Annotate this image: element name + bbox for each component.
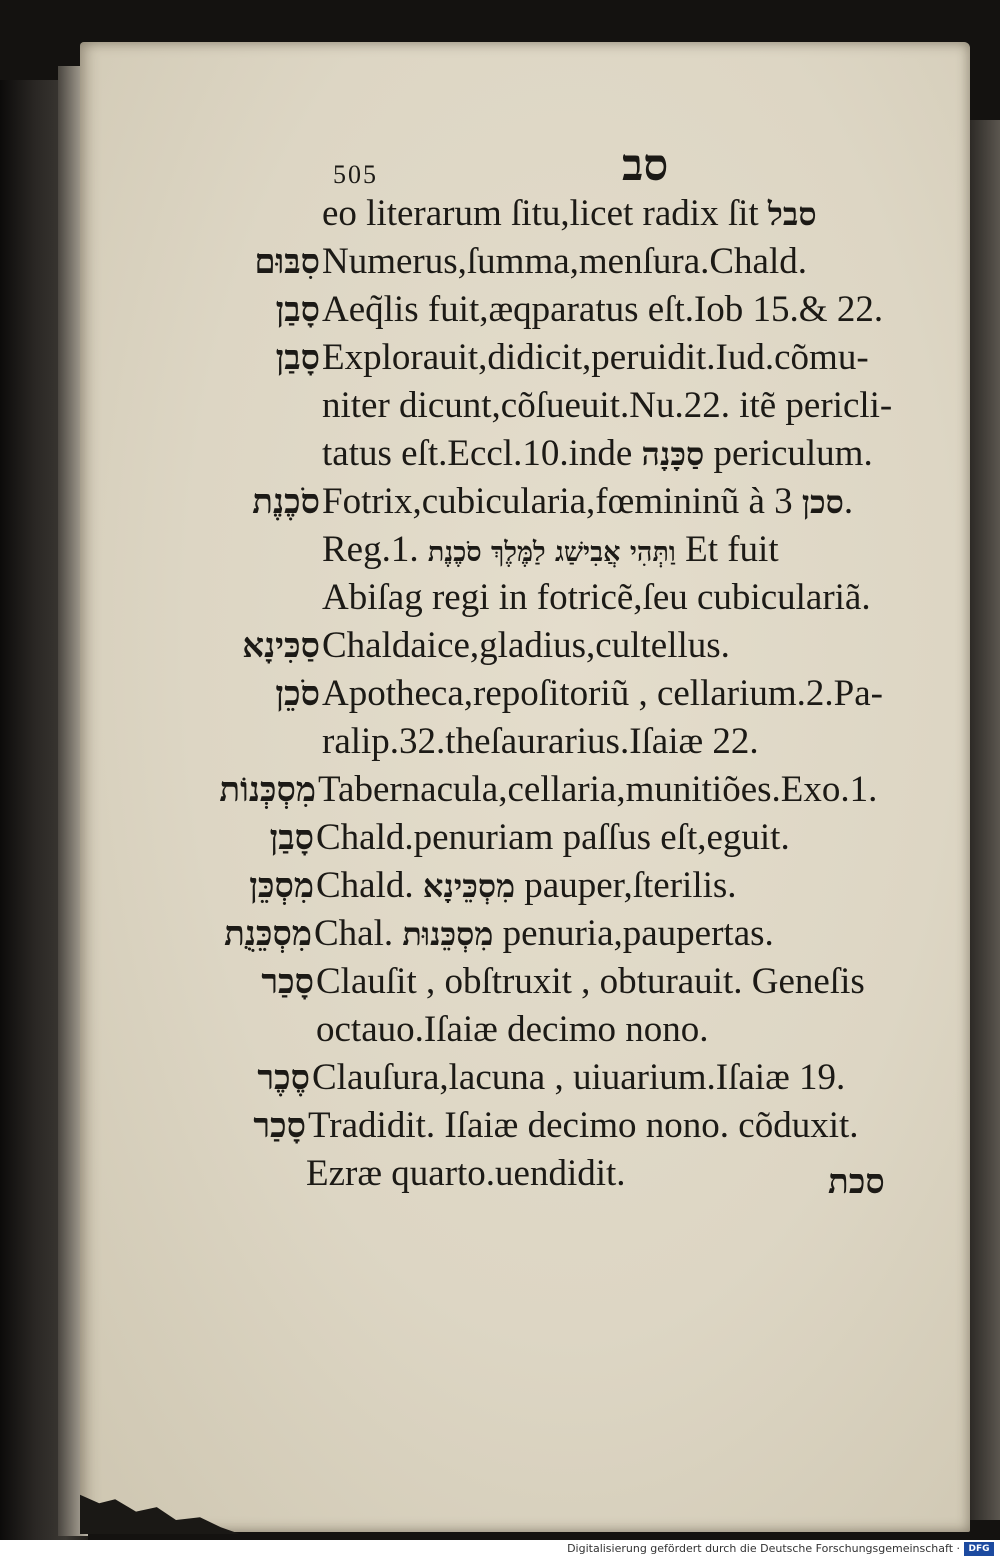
hebrew-headword: סֶכֶר — [257, 1058, 310, 1098]
line-text: Fotrix,cubicularia,fœmininũ à — [322, 481, 765, 522]
hebrew-word: מִסְכֵּינָא — [422, 867, 516, 905]
line-text: Chald. — [316, 865, 414, 906]
line-text: ralip.32.theſaurarius.Iſaiæ 22. — [322, 721, 759, 762]
hebrew-headword: סָכַר — [261, 962, 314, 1002]
hebrew-word: סבל — [767, 195, 817, 233]
running-head: סב — [622, 140, 669, 191]
hebrew-headword: מִסְכֵּנֻת — [224, 914, 312, 954]
hebrew-headword: מִסְכֵּן — [249, 866, 314, 906]
text-line — [306, 1146, 626, 1202]
line-text: Apotheca,repoſitoriũ , cellarium.2.Pa- — [322, 673, 883, 714]
hebrew-word: סַכָּנָה — [641, 435, 705, 473]
catchword: סכת — [828, 1162, 885, 1202]
line-text: Clauſit , obſtruxit , obturauit. Geneſis — [316, 961, 865, 1002]
line-text: periculum. — [713, 433, 873, 474]
line-text: 3. — [774, 481, 854, 522]
line-text: Explorauit,didicit,peruidit.Iud.cõmu- — [322, 337, 869, 378]
line-text: Aeq̃lis fuit,æqparatus eſt.Iob 15.& 22. — [322, 289, 884, 330]
line-text: Chal. — [314, 913, 394, 954]
line-text: penuria,paupertas. — [502, 913, 774, 954]
line-text: Abiſag regi in fotricẽ,ſeu cubiculariã. — [322, 577, 871, 618]
line-text: octauo.Iſaiæ decimo nono. — [316, 1009, 709, 1050]
line-text: niter dicunt,cõſueuit.Nu.22. itẽ pericli- — [322, 385, 893, 426]
line-text: Ezræ quarto.uendidit. — [306, 1153, 626, 1194]
hebrew-headword: סֹכֶנֶת — [252, 482, 320, 522]
line-text: Clauſura,lacuna , uiuarium.Iſaiæ 19. — [312, 1057, 846, 1098]
hebrew-phrase: וַתְּהִי אֲבִישַׁג לַמֶּלֶךְ סֹכֶנֶת — [427, 537, 676, 568]
footer-credit: Digitalisierung gefördert durch die Deutsche Forschungsgemeinschaft · — [567, 1542, 960, 1555]
dfg-logo: DFG — [964, 1542, 994, 1556]
line-text: pauper,ſterilis. — [524, 865, 737, 906]
hebrew-headword: סַכִּינָא — [242, 626, 320, 666]
hebrew-headword: סָכַר — [253, 1106, 306, 1146]
line-text: Reg.1. — [322, 529, 419, 570]
line-text: Chald.penuriam paſſus eſt,eguit. — [316, 817, 790, 858]
line-text: Numerus,ſumma,menſura.Chald. — [322, 241, 808, 282]
hebrew-word: מִסְכֵּנוּת — [402, 915, 494, 953]
line-text: Et fuit — [685, 529, 779, 570]
hebrew-headword: סָבַן — [269, 818, 314, 858]
line-text: Tradidit. Iſaiæ decimo nono. cõduxit. — [308, 1105, 859, 1146]
hebrew-word: סכן — [801, 483, 844, 521]
line-text: eo literarum ſitu,licet radix ſit — [322, 193, 759, 234]
hebrew-headword: סָבַן — [275, 338, 320, 378]
hebrew-headword: סָבַן — [275, 290, 320, 330]
line-text: tatus eſt.Eccl.10.inde — [322, 433, 633, 474]
hebrew-headword: סֹכֵן — [275, 674, 320, 714]
page-number: 505 — [333, 160, 378, 189]
hebrew-headword: מִסְכְּנוֹת — [219, 770, 316, 810]
line-text: Tabernacula,cellaria,munitiões.Exo.1. — [318, 769, 878, 810]
hebrew-headword: סִבּוּם — [254, 242, 320, 282]
line-text: Chaldaice,gladius,cultellus. — [322, 625, 730, 666]
opposite-page-sliver — [970, 120, 1000, 1520]
